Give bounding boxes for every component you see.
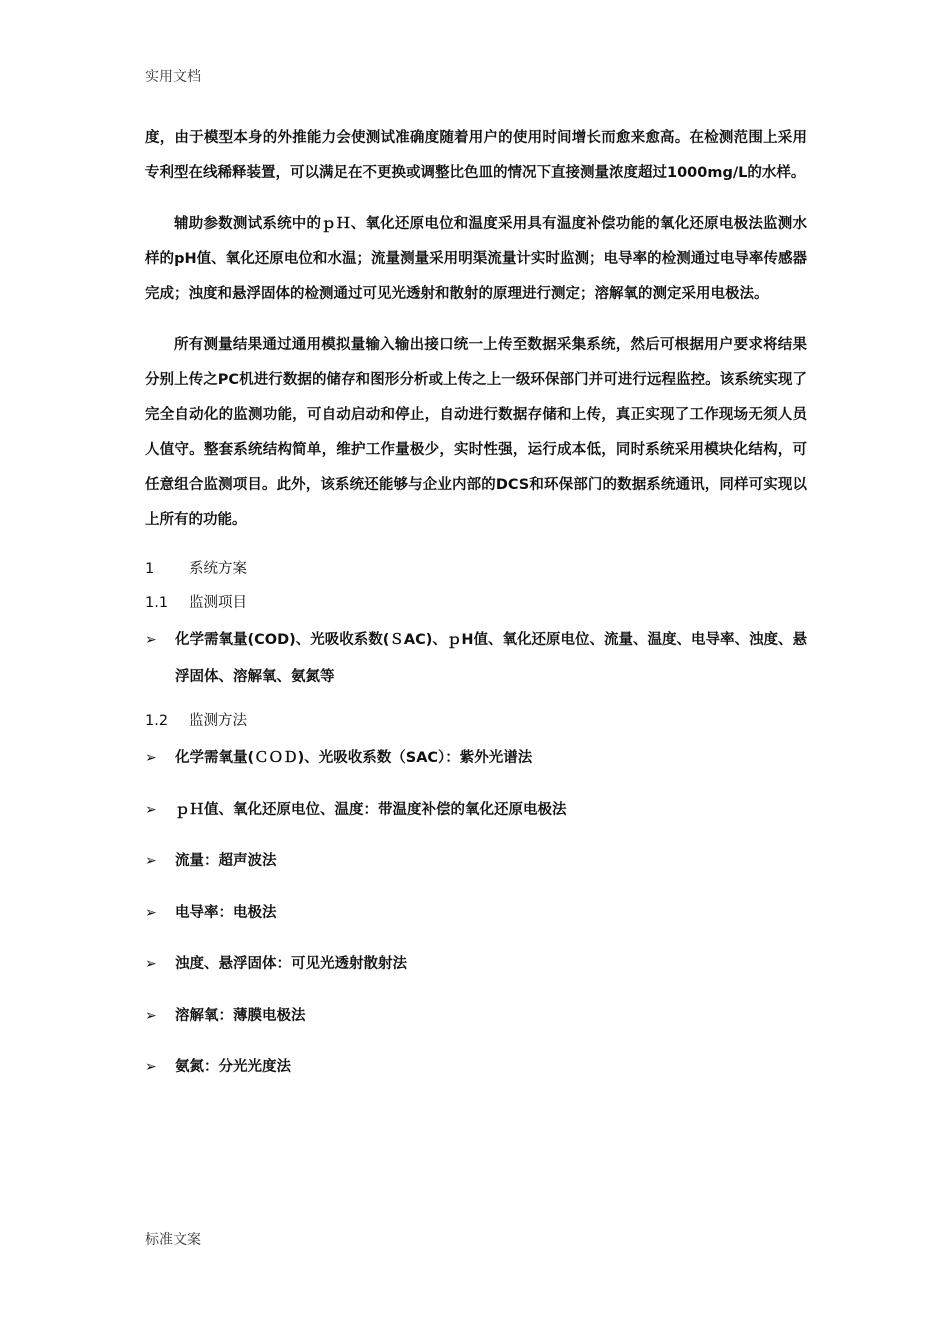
section-title: 监测项目 — [189, 595, 247, 611]
list-item — [145, 1049, 807, 1086]
list-item-text: 浊度、悬浮固体：可见光透射散射法 — [175, 956, 407, 972]
section-heading-1-1 — [145, 588, 807, 618]
list-item-text: 化学需氧量(ＣＯＤ)、光吸收系数（SAC）：紫外光谱法 — [175, 750, 533, 766]
section-title: 监测方法 — [189, 713, 247, 729]
section-number: 1 — [145, 561, 155, 577]
page-footer: 标准文案 — [145, 1232, 201, 1248]
monitor-methods-list — [145, 740, 807, 1086]
list-item — [145, 843, 807, 880]
paragraph-1: 度，由于模型本身的外推能力会使测试准确度随着用户的使用时间增长而愈来愈高。在检测范围上采用专利型在线稀释装置，可以满足在不更换或调整比色皿的情况下直接测量浓度超过1000mg/L的水样。 — [145, 130, 807, 181]
list-item-text: ｐＨ值、氧化还原电位、温度：带温度补偿的氧化还原电极法 — [175, 801, 567, 818]
arrow-bullet-icon: ➢ — [145, 853, 157, 869]
list-item-text: 化学需氧量(COD)、光吸收系数(ＳAC)、ｐH值、氧化还原电位、流量、温度、电导率、浊度、悬浮固体、溶解氧、氨氮等 — [175, 632, 808, 685]
arrow-bullet-icon: ➢ — [145, 956, 157, 972]
section-title: 系统方案 — [189, 561, 247, 577]
arrow-bullet-icon: ➢ — [145, 632, 157, 648]
list-item — [145, 622, 807, 696]
section-number: 1.2 — [145, 713, 169, 729]
arrow-bullet-icon: ➢ — [145, 1007, 157, 1024]
list-item-text: 电导率：电极法 — [175, 904, 277, 921]
arrow-bullet-icon: ➢ — [145, 1059, 157, 1075]
arrow-bullet-icon: ➢ — [145, 801, 157, 818]
section-heading-1-2 — [145, 706, 807, 736]
list-item — [145, 895, 807, 932]
paragraph-3: 所有测量结果通过通用模拟量输入输出接口统一上传至数据采集系统，然后可根据用户要求将结果分别上传之PC机进行数据的储存和图形分析或上传之上一级环保部门并可进行远程监控。该系统实现了完全自动化的监测功能，可自动启动和停止，自动进行数据存储和上传，真正实现了工作现场无须人员人值守。整套系统结构简单，维护工作量极少，实时性强，运行成本低，同时系统采用模块化结构，可任意组合监测项目。此外，该系统还能够与企业内部的DCS和环保部门的数据系统通讯，同样可实现以上所有的功能。 — [145, 337, 807, 528]
list-item-text: 流量：超声波法 — [175, 853, 277, 869]
list-item-text: 溶解氧：薄膜电极法 — [175, 1007, 306, 1024]
list-item — [145, 792, 807, 829]
arrow-bullet-icon: ➢ — [145, 750, 157, 766]
list-item — [145, 740, 807, 777]
section-heading-1 — [145, 554, 807, 584]
page-header: 实用文档 — [145, 69, 201, 85]
list-item — [145, 998, 807, 1035]
list-item-text: 氨氮：分光光度法 — [175, 1059, 291, 1075]
monitor-items-list — [145, 622, 807, 696]
document-body — [145, 121, 807, 1101]
paragraph-2: 辅助参数测试系统中的ｐＨ、氧化还原电位和温度采用具有温度补偿功能的氧化还原电极法监测水样的pH值、氧化还原电位和水温；流量测量采用明渠流量计实时监测；电导率的检测通过电导率传感器完成；浊度和悬浮固体的检测通过可见光透射和散射的原理进行测定；溶解氧的测定采用电极法。 — [145, 216, 807, 302]
section-number: 1.1 — [145, 595, 169, 611]
list-item — [145, 946, 807, 983]
arrow-bullet-icon: ➢ — [145, 904, 157, 921]
